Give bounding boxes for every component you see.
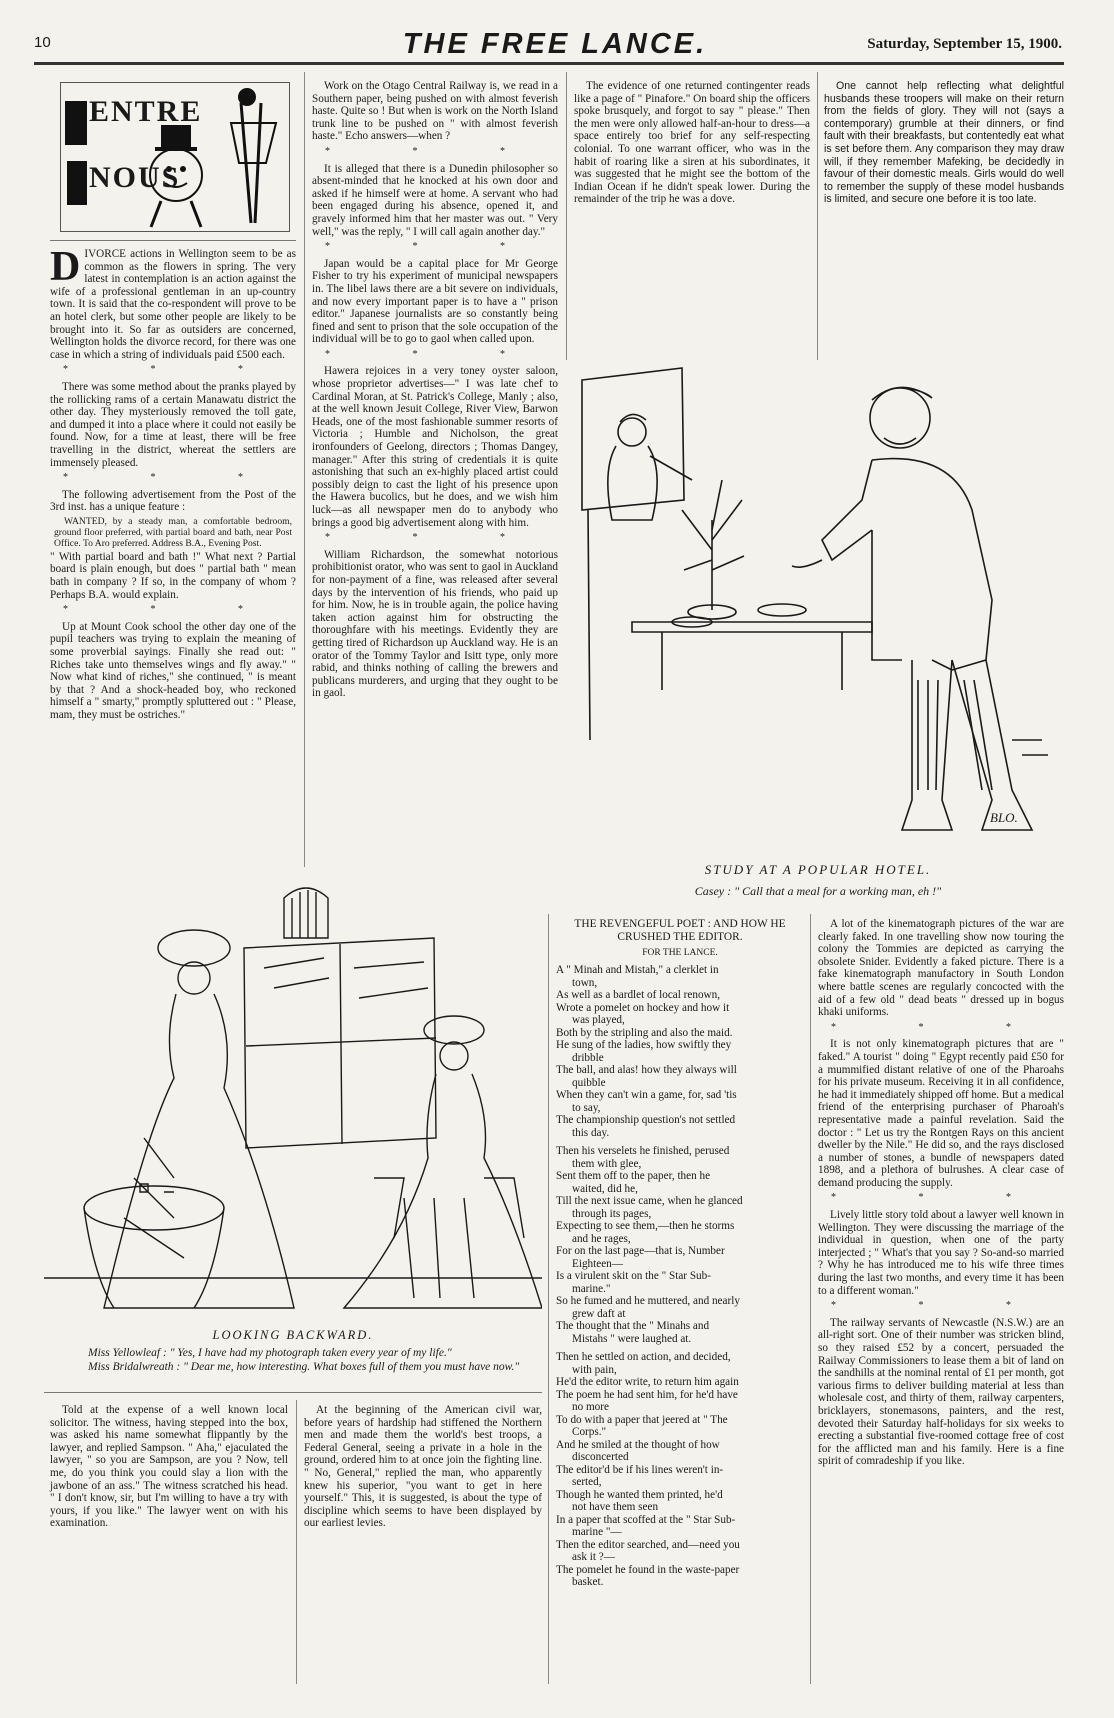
poem-line: He'd the editor write, to return him again (556, 1376, 739, 1388)
poem-line: The championship question's not settled (556, 1114, 736, 1126)
poem-line: them with glee, (572, 1157, 642, 1170)
column-rule (817, 72, 818, 360)
column-rule (304, 72, 305, 867)
poem-line: was played, (572, 1014, 625, 1026)
poem-line: And he smiled at the thought of how (556, 1438, 720, 1451)
article-dunedin-philosopher: It is alleged that there is a Dunedin philosopher so absent-minded that he knocked at his own door and asked if he himself were at home. A servant who had been engaged during his absence, opened it, and gravely informed him that her master was out. " Very well," was the reply, " I will call again another day." (312, 162, 558, 238)
entre-nous-heading (60, 82, 290, 232)
poem-line: with pain, (572, 1363, 617, 1376)
poem-line: Both by the stripling and also the maid. (556, 1026, 733, 1039)
poem-byline: FOR THE LANCE. (642, 948, 718, 958)
poem-line: The pomelet he found in the waste-paper (556, 1563, 740, 1576)
poem-line: basket. (572, 1576, 604, 1588)
caption-quote: " Call that a meal for a working man, eh !" (734, 884, 942, 898)
nous-heading-word: NOUS (89, 161, 181, 194)
poem-line: As well as a bardlet of local renown, (556, 989, 721, 1001)
looking-backward-title: LOOKING BACKWARD. (212, 1328, 374, 1342)
poem-line: A " Minah and Mistah," a clerklet in (556, 964, 719, 976)
poem-line: Wrote a pomelet on hockey and how it (556, 1001, 730, 1014)
poem-line: Sent them off to the paper, then he (556, 1170, 711, 1182)
column-right-bottom (818, 918, 1064, 1470)
article-newcastle-railway: The railway servants of Newcastle (N.S.W.) are an all-right sort. One of their number was stricken blind, so they raised £52 by a concert, persuaded the Railway Commissioners to lease them a bit of land on the sandhills at the nominal rental of £1 per month, got various firms to deliver building material at less than wholesale cost, and thirty of them, railway carpenters, bricklayers, stonemasons, painters, and the rest, devoted their Saturday half-holidays for six weeks to erecting a substantial five-roomed cottage free of cost for the afflicted man and his family. Here is a fine spirit of comradeship if you like. (818, 1316, 1064, 1468)
column-2 (312, 80, 558, 702)
section-separator: * * * (63, 472, 283, 484)
article-mummy: It is not only kinematograph pictures that are " faked." A tourist " doing " Egypt recently paid £50 for a mummified distant relative of one of the Pharoahs for his private museum. Receiving it in all confidence, he had it immediately shipped off home. But a medical friend of the enterprising purchaser of Pharoah's representative made a painful revelation. Said the doctor : " Let us try the Rontgen Rays on this ancient dweller by the Nile." He did so, and the rays disclosed a number of stones, a bundle of newspapers dated 1898, and a plethora of bulrushes. A clear case of demand producing the supply. (818, 1038, 1064, 1189)
poem-lines (556, 964, 804, 1589)
section-separator: * * * (63, 364, 283, 376)
poem-line: disconcerted (572, 1451, 629, 1463)
poem-line: Corps." (572, 1426, 607, 1438)
article-advertisement-intro: The following advertisement from the Post of the 3rd inst. has a unique feature : (50, 488, 296, 514)
page-number: 10 (34, 34, 51, 51)
newspaper-title: THE FREE LANCE. (402, 28, 708, 60)
poem-line: ask it ?— (572, 1551, 615, 1563)
column-bottom-mid (304, 1404, 542, 1532)
article-sampson: Told at the expense of a well known local solicitor. The witness, having stepped into the box, was asked his name somewhat flippantly by the lawyer, and replied Sampson. " Aha," ejaculated the lawyer, " so you are Sampson, are you ? Now, tell me, do you think you could slay a lion with the jawbone of an ass." The witness scratched his head. " I don't know, sir, but I'm willing to have a try with yours, if you like." The lawyer went on with his examination. (50, 1404, 288, 1530)
poem-line: serted, (572, 1476, 602, 1488)
poem-line: town, (572, 976, 598, 989)
section-separator: * * * (831, 1300, 1051, 1312)
poem-line: For on the last page—that is, Number (556, 1245, 725, 1257)
article-rams: There was some method about the pranks played by the rollicking rams of a certain Manawatu district the other day. They mysteriously removed the toll gate, and dumped it into a place where it could not easily be found. Now, for a time at least, there will be free travelling in the district, whereat the settlers are immensely pleased. (50, 380, 296, 469)
article-otago-railway: Work on the Otago Central Railway is, we read in a Southern paper, being pushed on with almost feverish haste. Quite so ! But when is work on the North Island trunk line to be pushed on " with almost feverish haste." Echo answers—when ? (312, 80, 558, 143)
section-rule (50, 240, 296, 241)
column-rule (296, 1400, 297, 1684)
poem-line: Then his verselets he finished, perused (556, 1145, 730, 1157)
article-hawera-oyster: Hawera rejoices in a very toney oyster saloon, whose proprietor advertises—" I was late chef to Cardinal Moran, at St. Patrick's College, Manly ; also, at the well known Jesuit College, River View, Barwon Heads, one of the most fashionable summer resorts of Victoria ; Humble and Nicholson, the great ironfounders of Geelong, directors ; Thomas Dangey, manager." After this string of credentials it is quite astonishing that such an ex-highly placed artist could possibly deign to cast the light of his presence upon the Hawera bucolics, but he does, and we wish him luck—as all newspaper men do to anybody who brings a good big advertisement along with him. (312, 365, 558, 529)
drop-cap: D (50, 244, 81, 290)
issue-date: Saturday, September 15, 1900. (867, 36, 1062, 52)
column-4 (824, 80, 1064, 208)
column-bottom-left (50, 1404, 288, 1532)
poem-line: To do with a paper that jeered at " The (556, 1413, 728, 1426)
poem-line: Till the next issue came, when he glanced (556, 1195, 743, 1207)
article-mount-cook: Up at Mount Cook school the other day one of the pupil teachers was trying to explain the meaning of some proverbial sayings. Finally she read out: " Riches take unto themselves wings and fly away." " Now what kind of riches," she continued, " is meant by that ? And a shock-headed boy, who reckoned himself a " smarty," promptly spluttered out : " Please, mam, they must be ostriches." (50, 620, 296, 721)
column-1 (50, 244, 296, 724)
section-rule (44, 1392, 542, 1393)
poem-line: Then the editor searched, and—need you (556, 1538, 740, 1551)
section-separator: * * * (63, 604, 283, 616)
column-rule (548, 914, 549, 1684)
poem-line: He sung of the ladies, how swiftly they (556, 1039, 732, 1051)
poem-line: no more (572, 1401, 609, 1413)
poem-line: The poem he had sent him, for he'd have (556, 1388, 738, 1401)
poem-line: quibble (572, 1076, 606, 1089)
hotel-cartoon (572, 360, 1064, 852)
masthead-rule (34, 62, 1064, 65)
article-richardson: William Richardson, the somewhat notorious prohibitionist orator, who was sent to gaol in Auckland for non-payment of a fine, was released after several days by the intervention of his friends, who paid up for him. Now, he is in trouble again, the police having taken action against him for obstructing the thoroughfare with his meetings. Evidently they are getting tired of Richardson up Auckland way. He is an orator of the Tommy Taylor and Isitt type, only more rabid, and thinks nothing of calling the brewers and publicans murderers, and urging that they ought to be in gaol. (312, 548, 558, 700)
quoted-advertisement: WANTED, by a steady man, a comfortable bedroom, ground floor preferred, with partial board and bath, near Post Office. To Aro preferred. Address B.A., Evening Post. (54, 515, 292, 549)
poem-line: Expecting to see them,—then he storms (556, 1220, 735, 1232)
poem-line: When they can't win a game, for, sad 'tis (556, 1089, 737, 1101)
poem-line: marine." (572, 1282, 611, 1295)
poem-line: Eighteen— (572, 1257, 623, 1270)
poem-line: Is a virulent skit on the " Star Sub- (556, 1270, 711, 1282)
poem-line: and he rages, (572, 1232, 631, 1245)
article-japan: Japan would be a capital place for Mr George Fisher to try his experiment of municipal newspapers in. The libel laws there are a bit severe on individuals, and now every important paper is to have a " prison editor." Japanese journalists are so constantly being fined and sent to prison that the sole occupation of the individual will be to go to gaol when called upon. (312, 257, 558, 346)
poem-line: marine "— (572, 1526, 622, 1538)
artist-signature: BLO. (990, 810, 1018, 825)
poem-line: The editor'd be if his lines weren't in- (556, 1463, 724, 1476)
section-separator: * * * (325, 241, 545, 253)
section-separator: * * * (831, 1021, 1051, 1033)
article-divorce: DIVORCE actions in Wellington seem to be as common as the flowers in spring. The very latest in contemplation is an action against the wife of a professional gentleman in an up-country town. It is said that the co-respondent will prove to be an hotel clerk, but some other people are likely to be brought into it. So far as outsiders are concerned, Wellington holds the divorce record, for there was one case in which a string of individuals paid £500 each. (50, 244, 296, 361)
dialogue-line-1: Miss Yellowleaf : " Yes, I have had my photograph taken every year of my life." (88, 1347, 452, 1359)
hotel-cartoon-caption (572, 884, 1064, 899)
looking-backward-dialogue (70, 1346, 540, 1374)
section-separator: * * * (325, 145, 545, 157)
poem-line: The ball, and alas! how they always will (556, 1064, 737, 1076)
poem-line: grew daft at (572, 1307, 626, 1320)
article-kinematograph: A lot of the kinematograph pictures of the war are clearly faked. In one travelling show now touring the colony the Tommies are depicted as carrying the obsolete Snider. Evidently a faked picture. There is a fake kinematograph manufactory in South London where battle scenes are regularly concocted with the aid of a few old " dead beats " dressed up in bogus khaki uniforms. (818, 918, 1064, 1019)
article-contingenter: The evidence of one returned contingenter reads like a page of " Pinafore." On board ship the officers spoke brusquely, and forgot to say " please." Then the men were only allowed half-an-hour to dress—a space entirely too brief for any self-respecting colonial. To one warrant officer, who was in the habit of roaring like a siren at his subordinates, it was suggested that he might see the bottom of the Indian Ocean if he didn't speak lower. During the remainder of the trip he was a dove. (574, 80, 810, 206)
poem-line: waited, did he, (572, 1182, 638, 1195)
article-lawyer: Lively little story told about a lawyer well known in Wellington. They were discussing the marriage of the individual in question, when one of the party interjected ; " What's that you say ? So-and-so married ? Why he has introduced me to his wife three times during the last two months, and every time it has been to a different woman." (818, 1209, 1064, 1297)
looking-backward-illustration (44, 878, 542, 1322)
entre-heading-word: ENTRE (89, 95, 203, 128)
looking-backward-drawing (44, 878, 542, 1322)
column-rule (810, 914, 811, 1684)
poem-line: Though he wanted them printed, he'd (556, 1488, 723, 1501)
column-3 (574, 80, 810, 208)
poem-line: Then he settled on action, and decided, (556, 1351, 731, 1363)
poem-line: to say, (572, 1101, 601, 1114)
article-civil-war: At the beginning of the American civil war, before years of hardship had stiffened the Northern men and made them the world's best troops, a Federal General, seeing a private in a hole in the ground, ordered him to at once join the fighting line. " No, General," replied the man, who apparently knew his superior, "you want to get in here yourself." This, it is suggested, is about the type of discipline which seems to have been displayed by our earliest levies. (304, 1404, 542, 1530)
dialogue-line-2: Miss Bridalwreath : " Dear me, how interesting. What boxes full of them you must have now." (88, 1361, 520, 1373)
poem-line: dribble (572, 1051, 604, 1064)
section-separator: * * * (325, 532, 545, 544)
poem-title: THE REVENGEFUL POET : AND HOW HE CRUSHED THE EDITOR. (574, 918, 786, 943)
poem-line: through its pages, (572, 1207, 652, 1220)
poem-line: not have them seen (572, 1501, 659, 1513)
hotel-cartoon-title: STUDY AT A POPULAR HOTEL. (704, 862, 932, 877)
poem-line: this day. (572, 1126, 610, 1139)
caption-speaker: Casey : (694, 884, 732, 898)
article-troopers: One cannot help reflecting what delightful husbands these troopers will make on their return from the fields of glory. They will not (says a contemporary) grumble at their dinners, or find fault with their breakfasts, but contentedly eat what is set before them. Any comparison they may draw will, if they remember Mafeking, be decidedly in favour of their domestic meals. Girls would do well to remember the supply of these model husbands is limited, and secure one before it is too late. (824, 80, 1064, 206)
poem-column (556, 918, 804, 1589)
poem-line: In a paper that scoffed at the " Star Sub- (556, 1513, 736, 1526)
section-separator: * * * (325, 348, 545, 360)
poem-line: The thought that the " Minahs and (556, 1320, 710, 1332)
section-separator: * * * (831, 1192, 1051, 1204)
poem-line: So he fumed and he muttered, and nearly (556, 1295, 740, 1307)
article-partial-bath: " With partial board and bath !" What next ? Partial board is plain enough, but does " partial bath " mean bath in company ? If so, in the company of whom ? Perhaps B.A. would explain. (50, 550, 296, 601)
poem-line: Mistahs " were laughed at. (572, 1332, 692, 1345)
column-rule (566, 72, 567, 360)
hotel-cartoon-drawing (572, 360, 1064, 852)
